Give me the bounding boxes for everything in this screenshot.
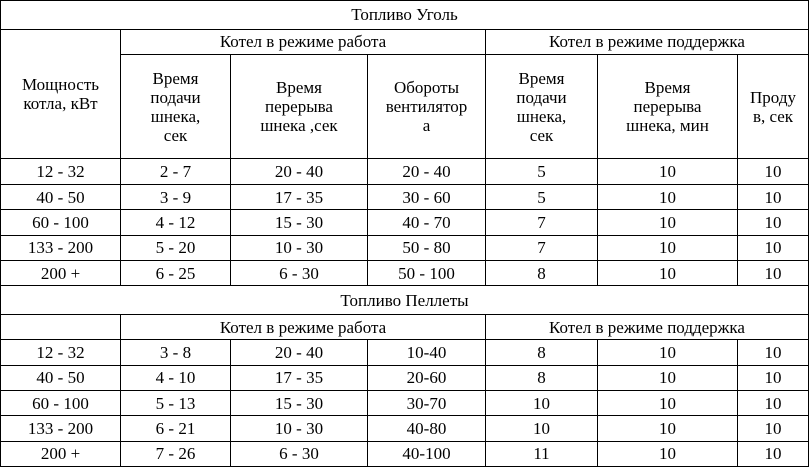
pellets-section-title: Топливо Пеллеты — [1, 286, 809, 315]
support-pause-time-header: Время перерыва шнека, мин — [598, 54, 738, 159]
pellets-table-row — [1, 365, 809, 390]
table-cell: 17 - 35 — [231, 365, 368, 390]
table-cell: 10 — [598, 365, 738, 390]
coal-table-row — [1, 235, 809, 260]
table-cell: 20 - 40 — [231, 159, 368, 184]
table-cell: 30 - 60 — [368, 184, 486, 209]
table-cell: 10 — [598, 441, 738, 466]
table-cell: 17 - 35 — [231, 184, 368, 209]
table-cell: 4 - 10 — [121, 365, 231, 390]
table-cell: 50 - 100 — [368, 260, 486, 285]
table-cell: 60 - 100 — [1, 390, 121, 415]
pellets-support-mode-header: Котел в режиме поддержка — [486, 314, 809, 339]
table-cell: 10 — [598, 416, 738, 441]
table-cell: 3 - 9 — [121, 184, 231, 209]
table-cell: 15 - 30 — [231, 390, 368, 415]
table-cell: 10-40 — [368, 340, 486, 365]
coal-table-row — [1, 210, 809, 235]
pellets-table-row — [1, 441, 809, 466]
power-column-header: Мощность котла, кВт — [1, 29, 121, 159]
support-feed-time-header: Время подачи шнека, сек — [486, 54, 598, 159]
table-cell: 3 - 8 — [121, 340, 231, 365]
table-cell: 40-100 — [368, 441, 486, 466]
table-cell: 10 — [486, 390, 598, 415]
table-cell: 133 - 200 — [1, 235, 121, 260]
table-cell: 10 — [738, 390, 809, 415]
table-cell: 10 — [738, 159, 809, 184]
table-cell: 200 + — [1, 441, 121, 466]
table-cell: 12 - 32 — [1, 340, 121, 365]
table-cell: 30-70 — [368, 390, 486, 415]
table-cell: 20 - 40 — [231, 340, 368, 365]
table-cell: 133 - 200 — [1, 416, 121, 441]
coal-section — [1, 1, 809, 286]
table-cell: 20 - 40 — [368, 159, 486, 184]
table-cell: 10 - 30 — [231, 416, 368, 441]
table-cell: 7 — [486, 210, 598, 235]
table-cell: 10 — [738, 365, 809, 390]
table-cell: 10 — [598, 159, 738, 184]
table-cell: 2 - 7 — [121, 159, 231, 184]
table-cell: 60 - 100 — [1, 210, 121, 235]
table-cell: 10 — [738, 340, 809, 365]
table-cell: 4 - 12 — [121, 210, 231, 235]
support-purge-header: Проду в, сек — [738, 54, 809, 159]
table-cell: 5 - 13 — [121, 390, 231, 415]
table-cell: 40-80 — [368, 416, 486, 441]
table-cell: 5 — [486, 159, 598, 184]
table-cell: 200 + — [1, 260, 121, 285]
table-cell: 6 - 21 — [121, 416, 231, 441]
table-cell: 10 — [738, 416, 809, 441]
coal-support-mode-header: Котел в режиме поддержка — [486, 29, 809, 54]
table-cell: 10 — [598, 260, 738, 285]
work-feed-time-header: Время подачи шнека, сек — [121, 54, 231, 159]
work-pause-time-header: Время перерыва шнека ,сек — [231, 54, 368, 159]
table-cell: 10 — [738, 260, 809, 285]
coal-work-mode-header: Котел в режиме работа — [121, 29, 486, 54]
table-cell: 7 — [486, 235, 598, 260]
table-cell: 10 — [598, 184, 738, 209]
table-cell: 10 — [598, 390, 738, 415]
table-cell: 10 - 30 — [231, 235, 368, 260]
table-cell: 20-60 — [368, 365, 486, 390]
coal-table-row — [1, 159, 809, 184]
table-cell: 10 — [738, 210, 809, 235]
table-cell: 10 — [598, 340, 738, 365]
table-cell: 15 - 30 — [231, 210, 368, 235]
table-cell: 6 - 30 — [231, 260, 368, 285]
table-cell: 10 — [486, 416, 598, 441]
table-cell: 10 — [738, 184, 809, 209]
coal-table-row — [1, 260, 809, 285]
pellets-table-row — [1, 416, 809, 441]
work-fan-speed-header: Обороты вентилятор а — [368, 54, 486, 159]
coal-section-title: Топливо Уголь — [1, 1, 809, 30]
table-cell: 11 — [486, 441, 598, 466]
table-cell: 40 - 50 — [1, 184, 121, 209]
table-cell: 8 — [486, 260, 598, 285]
pellets-table-row — [1, 340, 809, 365]
table-cell: 10 — [738, 235, 809, 260]
table-cell: 6 - 30 — [231, 441, 368, 466]
pellets-work-mode-header: Котел в режиме работа — [121, 314, 486, 339]
table-cell: 40 - 70 — [368, 210, 486, 235]
table-cell: 8 — [486, 340, 598, 365]
table-cell: 6 - 25 — [121, 260, 231, 285]
table-cell: 12 - 32 — [1, 159, 121, 184]
table-cell: 10 — [598, 210, 738, 235]
pellets-table-row — [1, 390, 809, 415]
table-cell: 10 — [738, 441, 809, 466]
pellets-section — [1, 286, 809, 467]
pellets-empty-header-cell — [1, 314, 121, 339]
table-cell: 50 - 80 — [368, 235, 486, 260]
coal-table-row — [1, 184, 809, 209]
table-cell: 40 - 50 — [1, 365, 121, 390]
table-cell: 8 — [486, 365, 598, 390]
table-cell: 5 - 20 — [121, 235, 231, 260]
table-cell: 5 — [486, 184, 598, 209]
table-cell: 10 — [598, 235, 738, 260]
table-cell: 7 - 26 — [121, 441, 231, 466]
